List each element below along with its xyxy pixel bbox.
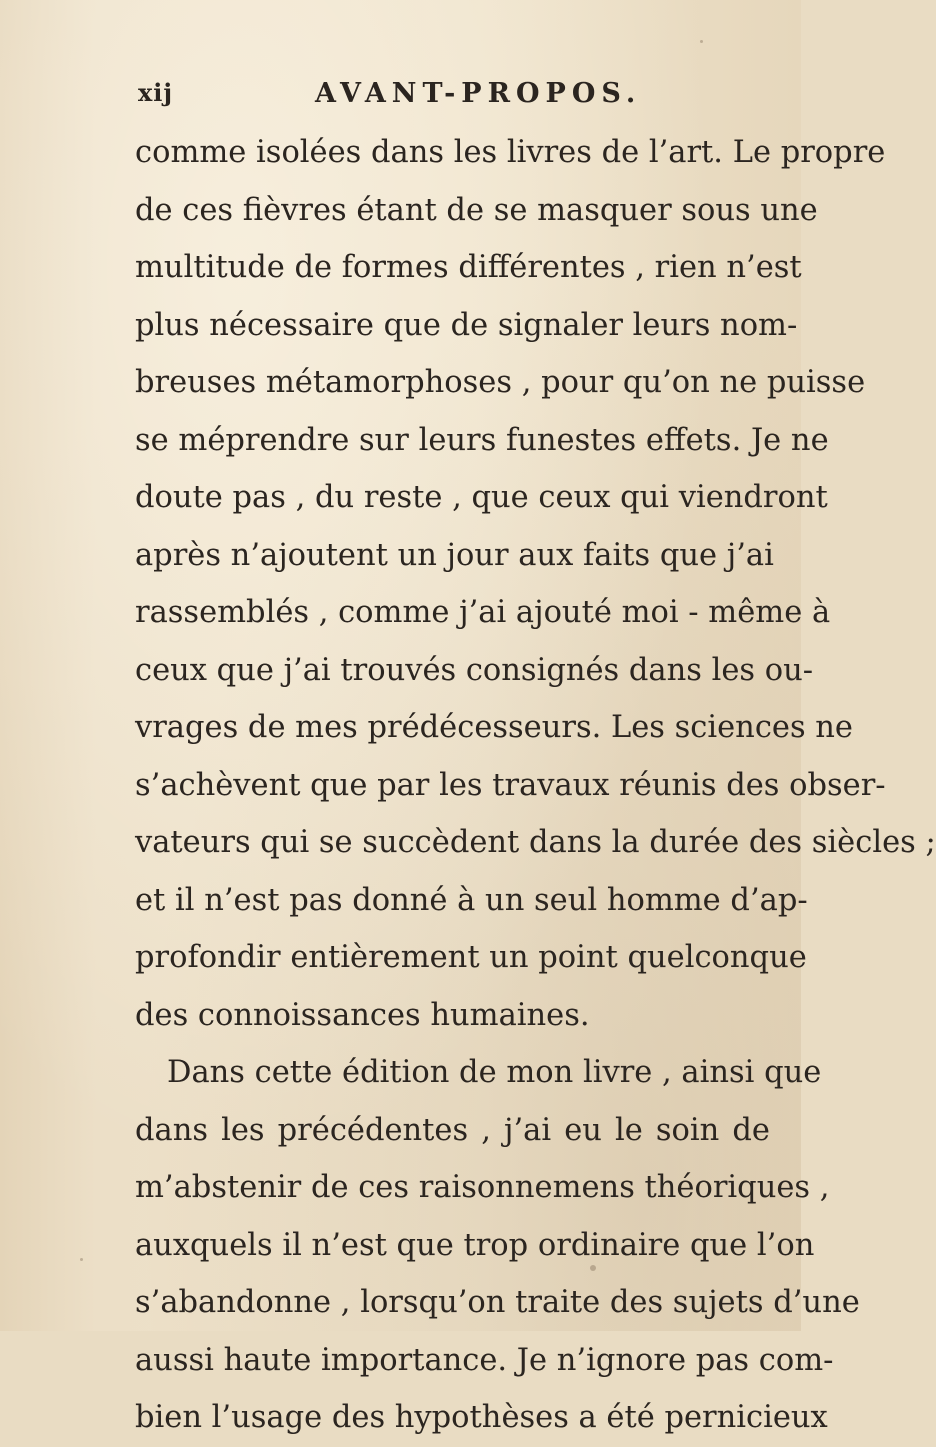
text-line: comme isolées dans les livres de l’art. Le propre	[135, 135, 886, 170]
page-number: xij	[138, 78, 174, 107]
text-line: et il n’est pas donné à un seul homme d’ap-	[135, 882, 808, 918]
text-line: s’achèvent que par les travaux réunis des obser-	[135, 767, 886, 803]
paragraph-start-line: Dans cette édition de mon livre , ainsi que	[167, 1055, 822, 1090]
running-head: AVANT-PROPOS.	[315, 78, 642, 109]
paper-speck	[80, 1258, 83, 1261]
text-line: m’abstenir de ces raisonnemens théoriques ,	[135, 1170, 830, 1205]
text-line: profondir entièrement un point quelconque	[135, 940, 807, 975]
text-line: vrages de mes prédécesseurs. Les sciences ne	[135, 710, 853, 745]
paper-speck	[700, 40, 703, 43]
text-line: dans les précédentes , j’ai eu le soin de	[135, 1112, 770, 1148]
paper-speck	[590, 1265, 596, 1271]
page-header	[0, 72, 801, 112]
text-line: ceux que j’ai trouvés consignés dans les ou-	[135, 652, 814, 688]
body-text	[135, 124, 936, 1447]
text-line: vateurs qui se succèdent dans la durée des siècles ;	[135, 825, 936, 860]
text-line: se méprendre sur leurs funestes effets. Je ne	[135, 422, 829, 458]
text-line: plus nécessaire que de signaler leurs nom-	[135, 307, 798, 343]
text-line: s’abandonne , lorsqu’on traite des sujets d’une	[135, 1285, 860, 1320]
text-line: de ces fièvres étant de se masquer sous une	[135, 192, 818, 228]
text-line: multitude de formes différentes , rien n’est	[135, 250, 802, 285]
paragraph-end-line: des connoissances humaines.	[135, 997, 590, 1033]
text-line: doute pas , du reste , que ceux qui viendront	[135, 480, 828, 515]
text-line: rassemblés , comme j’ai ajouté moi - même à	[135, 595, 831, 630]
text-line: aussi haute importance. Je n’ignore pas com-	[135, 1342, 834, 1378]
text-line: après n’ajoutent un jour aux faits que j’ai	[135, 537, 774, 573]
text-line: bien l’usage des hypothèses a été pernicieux	[135, 1400, 828, 1435]
text-line: breuses métamorphoses , pour qu’on ne puisse	[135, 365, 866, 400]
text-line: auxquels il n’est que trop ordinaire que l’on	[135, 1227, 815, 1263]
